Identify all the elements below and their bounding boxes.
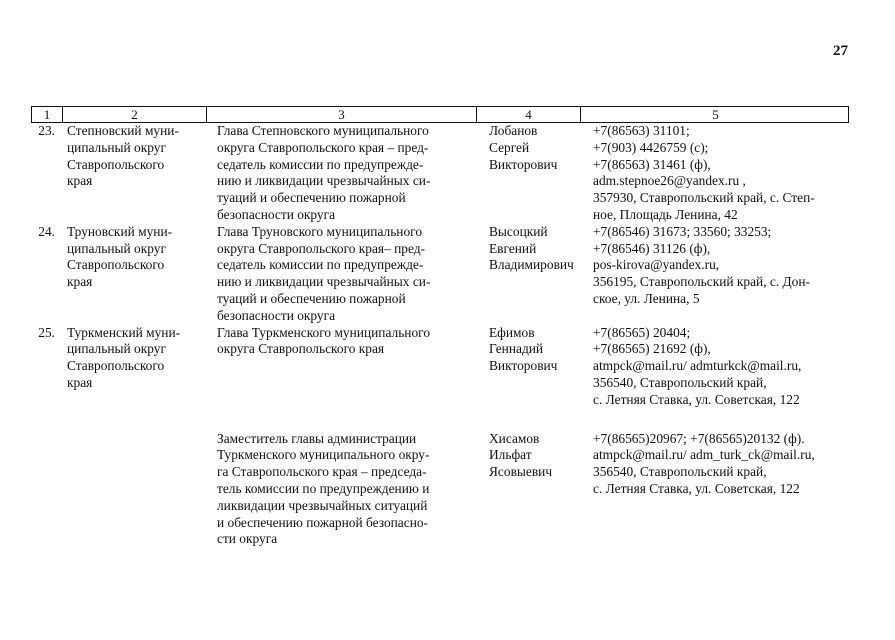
- position-title-cell: [205, 224, 475, 325]
- person-name-line: Владимирович: [489, 257, 574, 273]
- person-name-cell: [475, 325, 579, 409]
- municipality-name-cell: [61, 224, 205, 325]
- position-title-line: Глава Степновского муниципального: [217, 123, 429, 138]
- table-row: [31, 431, 849, 549]
- contact-info-line: +7(86565) 20404;: [593, 324, 691, 340]
- row-gap: [31, 409, 849, 431]
- contact-info-line: adm.stepnoe26@yandex.ru ,: [593, 173, 746, 189]
- person-name-line: Евгений: [489, 240, 537, 256]
- table-header-row: [31, 106, 849, 123]
- position-title-line: Глава Труновского муниципального: [217, 223, 423, 239]
- contact-info-line: +7(86565) 21692 (ф),: [593, 341, 711, 357]
- municipality-name-line: Ставропольского: [67, 358, 165, 374]
- header-col-5: 5: [580, 107, 850, 123]
- contact-info-line: +7(86565)20967; +7(86565)20132 (ф).: [593, 430, 805, 446]
- page-number: 27: [833, 43, 848, 59]
- municipality-name-line: Труновский муни-: [67, 223, 173, 239]
- table-row: [31, 224, 849, 325]
- contact-info-line: +7(903) 4426759 (с);: [593, 139, 709, 155]
- contact-info-line: с. Летняя Ставка, ул. Советская, 122: [593, 391, 800, 407]
- row-number-cell: 24.: [38, 223, 55, 239]
- header-col-3: 3: [206, 107, 476, 123]
- contact-info-cell: [579, 431, 849, 549]
- person-name-line: Ясовыевич: [489, 464, 553, 480]
- table-row: [31, 325, 849, 409]
- contact-info-line: +7(86546) 31673; 33560; 33253;: [593, 223, 772, 239]
- row-number-cell: 23.: [38, 123, 55, 138]
- municipality-name-line: Ставропольского: [67, 257, 165, 273]
- position-title-line: безопасности округа: [217, 206, 336, 222]
- position-title-line: Туркменского муниципального окру-: [217, 447, 430, 463]
- person-name-line: Викторович: [489, 358, 558, 374]
- municipality-name-cell: [61, 325, 205, 409]
- position-title-line: тель комиссии по предупреждению и: [217, 480, 430, 496]
- person-name-line: Викторович: [489, 156, 558, 172]
- municipality-name-line: ципальный округ: [67, 341, 166, 357]
- contact-info-line: pos-kirova@yandex.ru,: [593, 257, 720, 273]
- person-name-line: Хисамов: [489, 430, 540, 446]
- municipality-name-cell: [61, 431, 205, 549]
- person-name-line: Сергей: [489, 139, 530, 155]
- person-name-line: Лобанов: [489, 123, 538, 138]
- contact-info-line: +7(86546) 31126 (ф),: [593, 240, 711, 256]
- municipality-name-line: Степновский муни-: [67, 123, 179, 138]
- municipality-name-line: Ставропольского: [67, 156, 165, 172]
- contact-info-line: +7(86563) 31461 (ф),: [593, 156, 711, 172]
- municipality-name-line: ципальный округ: [67, 240, 166, 256]
- position-title-line: седатель комиссии по предупрежде-: [217, 156, 424, 172]
- position-title-cell: [205, 431, 475, 549]
- contact-info-line: ное, Площадь Ленина, 42: [593, 206, 738, 222]
- person-name-cell: [475, 123, 579, 224]
- contact-info-cell: [579, 123, 849, 224]
- person-name-line: Ильфат: [489, 447, 532, 463]
- contact-info-line: atmpck@mail.ru/ admturkck@mail.ru,: [593, 358, 802, 374]
- municipality-name-line: края: [67, 274, 93, 290]
- contact-info-line: с. Летняя Ставка, ул. Советская, 122: [593, 480, 800, 496]
- contact-info-line: 356540, Ставропольский край,: [593, 374, 767, 390]
- position-title-line: седатель комиссии по предупрежде-: [217, 257, 424, 273]
- person-name-cell: [475, 224, 579, 325]
- position-title-line: сти округа: [217, 531, 278, 547]
- person-name-line: Геннадий: [489, 341, 544, 357]
- position-title-line: округа Ставропольского края– пред-: [217, 240, 426, 256]
- person-name-line: Высоцкий: [489, 223, 548, 239]
- position-title-line: ликвидации чрезвычайных ситуаций: [217, 497, 428, 513]
- position-title-line: и обеспечению пожарной безопасно-: [217, 514, 429, 530]
- row-number-cell: [31, 431, 61, 549]
- person-name-cell: [475, 431, 579, 549]
- position-title-line: Глава Туркменского муниципального: [217, 324, 431, 340]
- header-col-1: 1: [43, 107, 51, 122]
- municipality-name-line: Туркменский муни-: [67, 324, 181, 340]
- municipality-name-line: ципальный округ: [67, 139, 166, 155]
- position-title-cell: [205, 325, 475, 409]
- contact-info-line: 357930, Ставропольский край, с. Степ-: [593, 190, 815, 206]
- position-title-line: Заместитель главы администрации: [217, 430, 417, 446]
- contacts-table: [31, 106, 849, 548]
- position-title-line: нию и ликвидации чрезвычайных си-: [217, 274, 431, 290]
- contact-info-line: +7(86563) 31101;: [593, 123, 690, 138]
- header-col-4: 4: [476, 107, 580, 123]
- contact-info-line: atmpck@mail.ru/ adm_turk_ck@mail.ru,: [593, 447, 815, 463]
- position-title-cell: [205, 123, 475, 224]
- contact-info-line: 356195, Ставропольский край, с. Дон-: [593, 274, 810, 290]
- position-title-line: туаций и обеспечению пожарной: [217, 190, 406, 206]
- contact-info-line: ское, ул. Ленина, 5: [593, 290, 700, 306]
- municipality-name-cell: [61, 123, 205, 224]
- contact-info-line: 356540, Ставропольский край,: [593, 464, 767, 480]
- table-row: [31, 123, 849, 224]
- header-col-2: 2: [62, 107, 206, 123]
- contact-info-cell: [579, 224, 849, 325]
- contact-info-cell: [579, 325, 849, 409]
- person-name-line: Ефимов: [489, 324, 535, 340]
- table-body: [31, 123, 849, 548]
- row-number-cell: 25.: [38, 324, 55, 340]
- position-title-line: безопасности округа: [217, 307, 336, 323]
- position-title-line: нию и ликвидации чрезвычайных си-: [217, 173, 431, 189]
- position-title-line: округа Ставропольского края – пред-: [217, 139, 429, 155]
- position-title-line: округа Ставропольского края: [217, 341, 385, 357]
- position-title-line: туаций и обеспечению пожарной: [217, 290, 406, 306]
- position-title-line: га Ставропольского края – председа-: [217, 464, 427, 480]
- municipality-name-line: края: [67, 374, 93, 390]
- municipality-name-line: края: [67, 173, 93, 189]
